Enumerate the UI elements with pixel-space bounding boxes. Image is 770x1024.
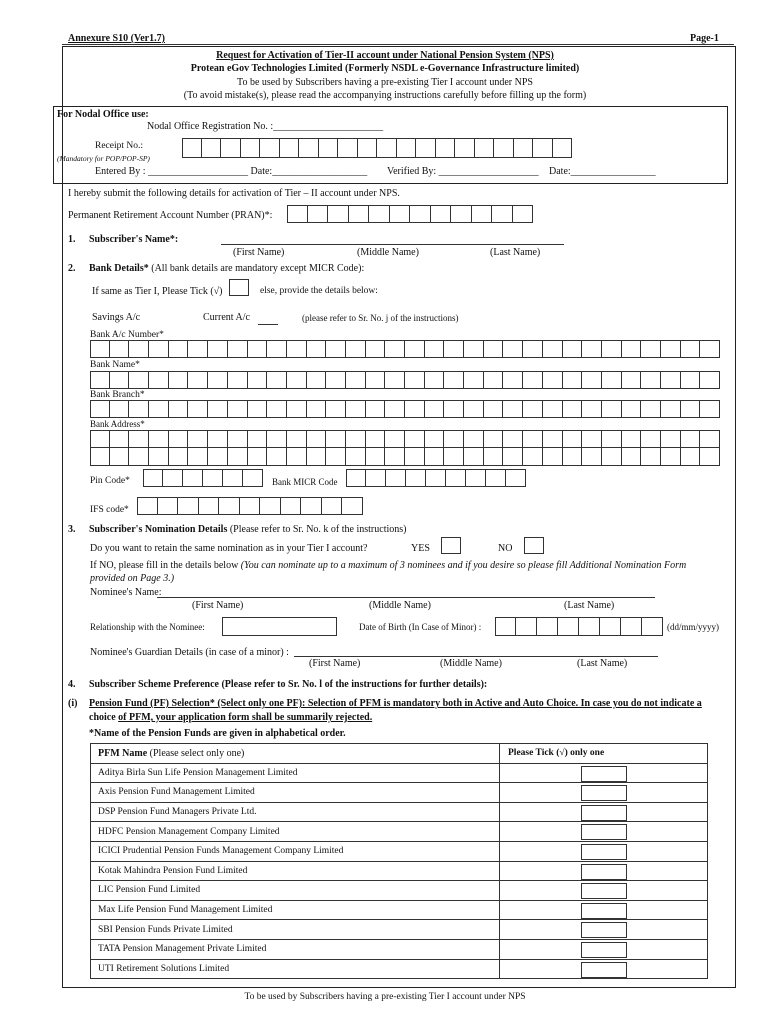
fund-tick-box[interactable] xyxy=(581,805,627,821)
middle-name-caption: (Middle Name) xyxy=(357,247,419,258)
guardian-label: Nominee's Guardian Details (in case of a minor) : xyxy=(90,647,289,658)
fund-name: Max Life Pension Fund Management Limited xyxy=(91,900,500,920)
retain-nomination-question: Do you want to retain the same nomination as in your Tier I account? xyxy=(90,543,368,554)
fund-name: LIC Pension Fund Limited xyxy=(91,881,500,901)
fund-tick-box[interactable] xyxy=(581,903,627,919)
guardian-last-caption: (Last Name) xyxy=(577,658,628,669)
section3-number: 3. xyxy=(68,524,76,535)
fund-name: Aditya Birla Sun Life Pension Management Limited xyxy=(91,763,500,783)
relationship-input[interactable] xyxy=(222,617,337,636)
fund-name: HDFC Pension Management Company Limited xyxy=(91,822,500,842)
fund-tick-box[interactable] xyxy=(581,922,627,938)
nodal-heading: For Nodal Office use: xyxy=(57,109,149,120)
receipt-number-boxes[interactable] xyxy=(182,138,572,158)
ifs-boxes[interactable] xyxy=(137,497,363,515)
yes-label: YES xyxy=(411,543,430,554)
fund-name: DSP Pension Fund Managers Private Ltd. xyxy=(91,802,500,822)
mandatory-note: (Mandatory for POP/POP-SP) xyxy=(57,154,150,163)
fund-tick-box[interactable] xyxy=(581,864,627,880)
table-row xyxy=(91,822,708,842)
table-row xyxy=(91,900,708,920)
nominee-middle-caption: (Middle Name) xyxy=(369,600,431,611)
section4-label: Subscriber Scheme Preference (Please refer to Sr. No. l of the instructions for further details): xyxy=(89,679,488,690)
bank-address-label: Bank Address* xyxy=(90,419,145,429)
annexure-label: Annexure S10 (Ver1.7) xyxy=(68,33,165,44)
intro-text: I hereby submit the following details for activation of Tier – II account under NPS. xyxy=(68,188,400,199)
fund-tick-box[interactable] xyxy=(581,844,627,860)
instructions-note: (To avoid mistake(s), please read the accompanying instructions carefully before filling up the form) xyxy=(183,90,587,101)
nominee-name-line[interactable] xyxy=(157,597,655,598)
last-name-caption: (Last Name) xyxy=(490,247,541,258)
footer-note: To be used by Subscribers having a pre-existing Tier I account under NPS xyxy=(244,992,526,1002)
current-checkbox[interactable] xyxy=(258,324,278,325)
nominee-first-caption: (First Name) xyxy=(192,600,244,611)
else-label: else, provide the details below: xyxy=(260,286,378,296)
fund-tick-box[interactable] xyxy=(581,766,627,782)
fund-name: SBI Pension Funds Private Limited xyxy=(91,920,500,940)
first-name-caption: (First Name) xyxy=(233,247,285,258)
pran-label: Permanent Retirement Account Number (PRAN)*: xyxy=(68,210,273,221)
bank-branch-label: Bank Branch* xyxy=(90,390,145,400)
section3-label: Subscriber's Nomination Details (Please refer to Sr. No. k of the instructions) xyxy=(89,524,407,535)
no-checkbox[interactable] xyxy=(524,537,544,554)
company-name: Protean eGov Technologies Limited (Formerly NSDL e-Governance Infrastructure limited) xyxy=(190,63,580,74)
if-no-text-continued: provided on Page 3.) xyxy=(90,573,175,584)
fund-name: ICICI Prudential Pension Funds Management Company Limited xyxy=(91,841,500,861)
table-row xyxy=(91,959,708,979)
fund-tick-box[interactable] xyxy=(581,942,627,958)
guardian-middle-caption: (Middle Name) xyxy=(440,658,502,669)
section4-number: 4. xyxy=(68,679,76,690)
if-no-text: If NO, please fill in the details below (You can nominate up to a maximum of 3 nominees and if you desire so please fill Additional Nomination Form xyxy=(90,560,687,571)
table-row xyxy=(91,920,708,940)
subsection-i-number: (i) xyxy=(68,698,78,709)
micr-boxes[interactable] xyxy=(346,469,526,487)
guardian-name-line[interactable] xyxy=(294,656,658,657)
same-as-tier1-checkbox[interactable] xyxy=(229,279,249,296)
dob-label: Date of Birth (In Case of Minor) : xyxy=(359,622,482,632)
dob-format: (dd/mm/yyyy) xyxy=(667,622,719,632)
same-as-tier1-label: If same as Tier I, Please Tick (√) xyxy=(92,286,223,297)
pfm-table xyxy=(90,743,708,979)
table-row xyxy=(91,763,708,783)
bank-address-boxes-1[interactable] xyxy=(90,430,720,448)
fund-name: UTI Retirement Solutions Limited xyxy=(91,959,500,979)
bank-acno-label: Bank A/c Number* xyxy=(90,330,164,340)
dob-boxes[interactable] xyxy=(495,617,663,636)
fund-tick-box[interactable] xyxy=(581,824,627,840)
fund-tick-box[interactable] xyxy=(581,785,627,801)
pin-code-boxes[interactable] xyxy=(143,469,263,487)
table-row xyxy=(91,939,708,959)
section2-number: 2. xyxy=(68,263,76,274)
usage-note: To be used by Subscribers having a pre-existing Tier I account under NPS xyxy=(237,77,533,88)
pfm-table-header xyxy=(91,744,708,764)
no-label: NO xyxy=(498,543,513,554)
nominee-last-caption: (Last Name) xyxy=(564,600,615,611)
table-row xyxy=(91,783,708,803)
pf-selection-text: Pension Fund (PF) Selection* (Select only one PF): Selection of PFM is mandatory both in Active and Auto Choice. In case you do not indicate a xyxy=(89,698,702,709)
entered-by: Entered By : ____________________ Date:___________________ xyxy=(95,166,368,177)
nodal-registration: Nodal Office Registration No. :______________________ xyxy=(147,121,384,132)
bank-name-label: Bank Name* xyxy=(90,360,140,370)
header-rule xyxy=(62,44,734,45)
table-row xyxy=(91,861,708,881)
bank-acno-boxes[interactable] xyxy=(90,340,720,358)
fund-name: Axis Pension Fund Management Limited xyxy=(91,783,500,803)
section1-number: 1. xyxy=(68,234,76,245)
receipt-label: Receipt No.: xyxy=(95,141,144,151)
fund-name: Kotak Mahindra Pension Fund Limited xyxy=(91,861,500,881)
form-title: Request for Activation of Tier-II account under National Pension System (NPS) xyxy=(216,50,554,61)
section1-label: Subscriber's Name*: xyxy=(89,234,179,245)
bank-name-boxes[interactable] xyxy=(90,371,720,389)
savings-label: Savings A/c xyxy=(92,312,141,323)
fund-name: TATA Pension Management Private Limited xyxy=(91,939,500,959)
yes-checkbox[interactable] xyxy=(441,537,461,554)
subscriber-name-line[interactable] xyxy=(221,244,564,245)
pran-boxes[interactable] xyxy=(287,205,533,223)
bank-address-boxes-2[interactable] xyxy=(90,448,720,466)
alphabetical-note: *Name of the Pension Funds are given in alphabetical order. xyxy=(89,728,346,739)
table-row xyxy=(91,841,708,861)
pfm-name-header: PFM Name (Please select only one) xyxy=(91,744,500,764)
pin-code-label: Pin Code* xyxy=(90,476,130,486)
section2-label: Bank Details* (All bank details are mandatory except MICR Code): xyxy=(89,263,365,274)
table-row xyxy=(91,881,708,901)
verified-by: Verified By: ____________________ xyxy=(387,166,539,177)
table-row xyxy=(91,802,708,822)
relationship-label: Relationship with the Nominee: xyxy=(90,622,205,632)
refer-j-note: (please refer to Sr. No. j of the instructions) xyxy=(302,313,459,323)
nominee-name-label: Nominee's Name: xyxy=(90,587,162,598)
page-number: Page-1 xyxy=(690,33,719,44)
fund-tick-box[interactable] xyxy=(581,883,627,899)
guardian-first-caption: (First Name) xyxy=(309,658,361,669)
fund-tick-box[interactable] xyxy=(581,962,627,978)
ifs-label: IFS code* xyxy=(90,505,129,515)
pf-selection-text-continued: choice of PFM, your application form shall be summarily rejected. xyxy=(89,712,373,723)
micr-label: Bank MICR Code xyxy=(272,477,338,487)
tick-header: Please Tick (√) only one xyxy=(500,744,708,764)
verified-date: Date:_________________ xyxy=(549,166,656,177)
current-label: Current A/c xyxy=(203,312,250,323)
bank-branch-boxes[interactable] xyxy=(90,400,720,418)
